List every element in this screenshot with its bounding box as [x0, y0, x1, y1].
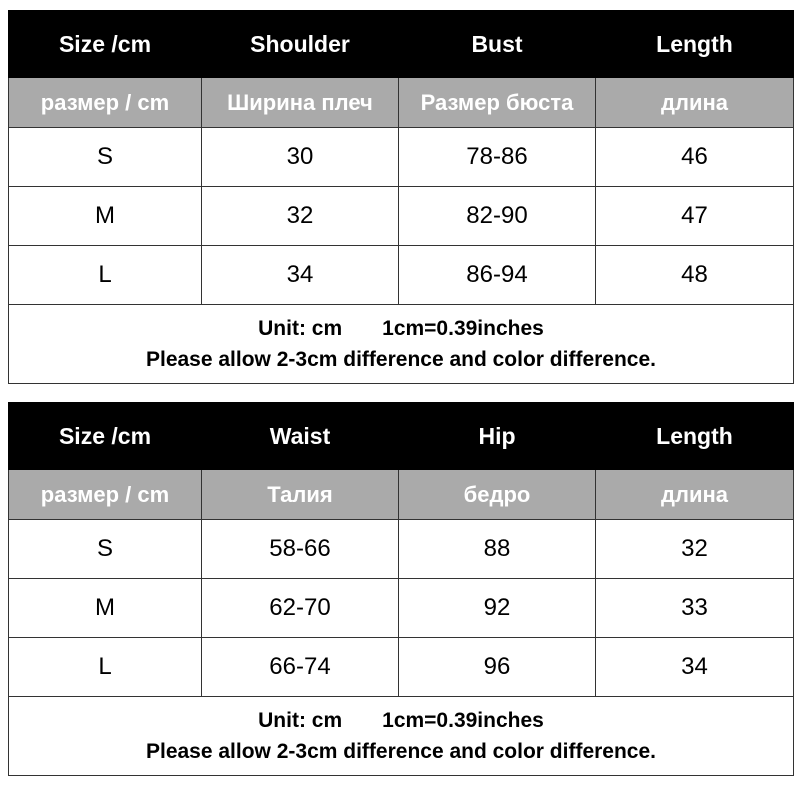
unit-line	[9, 313, 793, 344]
cell-bust: 86-94	[399, 246, 596, 305]
table-row	[9, 638, 794, 697]
cell-size: L	[9, 638, 202, 697]
cell-waist: 62-70	[202, 579, 399, 638]
header-size: Size /cm	[9, 403, 202, 470]
header-waist: Waist	[202, 403, 399, 470]
unit-text: Unit: cm	[258, 709, 343, 732]
header-length: Length	[596, 403, 794, 470]
cell-hip: 88	[399, 520, 596, 579]
header-length: Length	[596, 11, 794, 78]
table-row	[9, 128, 794, 187]
cell-hip: 92	[399, 579, 596, 638]
cell-size: M	[9, 187, 202, 246]
size-table-top	[8, 10, 794, 384]
cell-size: S	[9, 128, 202, 187]
unit-text: Unit: cm	[258, 317, 343, 340]
cell-hip: 96	[399, 638, 596, 697]
table-row	[9, 520, 794, 579]
note-row	[9, 697, 794, 776]
table-row	[9, 579, 794, 638]
header-size: Size /cm	[9, 11, 202, 78]
cell-waist: 66-74	[202, 638, 399, 697]
header-hip: Hip	[399, 403, 596, 470]
cell-length: 32	[596, 520, 794, 579]
header-row-english	[9, 403, 794, 470]
size-table-bottom	[8, 402, 794, 776]
unit-line	[9, 705, 793, 736]
conversion-text: 1cm=0.39inches	[382, 709, 544, 732]
table-row	[9, 187, 794, 246]
cell-waist: 58-66	[202, 520, 399, 579]
cell-shoulder: 32	[202, 187, 399, 246]
cell-bust: 82-90	[399, 187, 596, 246]
cell-size: L	[9, 246, 202, 305]
cell-length: 34	[596, 638, 794, 697]
cell-length: 33	[596, 579, 794, 638]
table-row	[9, 246, 794, 305]
allowance-text: Please allow 2-3cm difference and color difference.	[145, 348, 657, 371]
header-row-russian	[9, 78, 794, 128]
note-row	[9, 305, 794, 384]
header-row-english	[9, 11, 794, 78]
cell-bust: 78-86	[399, 128, 596, 187]
cell-size: M	[9, 579, 202, 638]
note-cell	[9, 697, 794, 776]
header-bust-ru: Размер бюста	[399, 78, 596, 128]
header-waist-ru: Талия	[202, 470, 399, 520]
header-length-ru: длина	[596, 470, 794, 520]
header-shoulder-ru: Ширина плеч	[202, 78, 399, 128]
header-length-ru: длина	[596, 78, 794, 128]
header-shoulder: Shoulder	[202, 11, 399, 78]
header-size-ru: размер / cm	[9, 78, 202, 128]
cell-length: 46	[596, 128, 794, 187]
allowance-text: Please allow 2-3cm difference and color difference.	[145, 740, 657, 763]
header-size-ru: размер / cm	[9, 470, 202, 520]
header-row-russian	[9, 470, 794, 520]
note-cell	[9, 305, 794, 384]
cell-length: 47	[596, 187, 794, 246]
cell-size: S	[9, 520, 202, 579]
cell-shoulder: 30	[202, 128, 399, 187]
header-bust: Bust	[399, 11, 596, 78]
conversion-text: 1cm=0.39inches	[382, 317, 544, 340]
header-hip-ru: бедро	[399, 470, 596, 520]
cell-shoulder: 34	[202, 246, 399, 305]
cell-length: 48	[596, 246, 794, 305]
